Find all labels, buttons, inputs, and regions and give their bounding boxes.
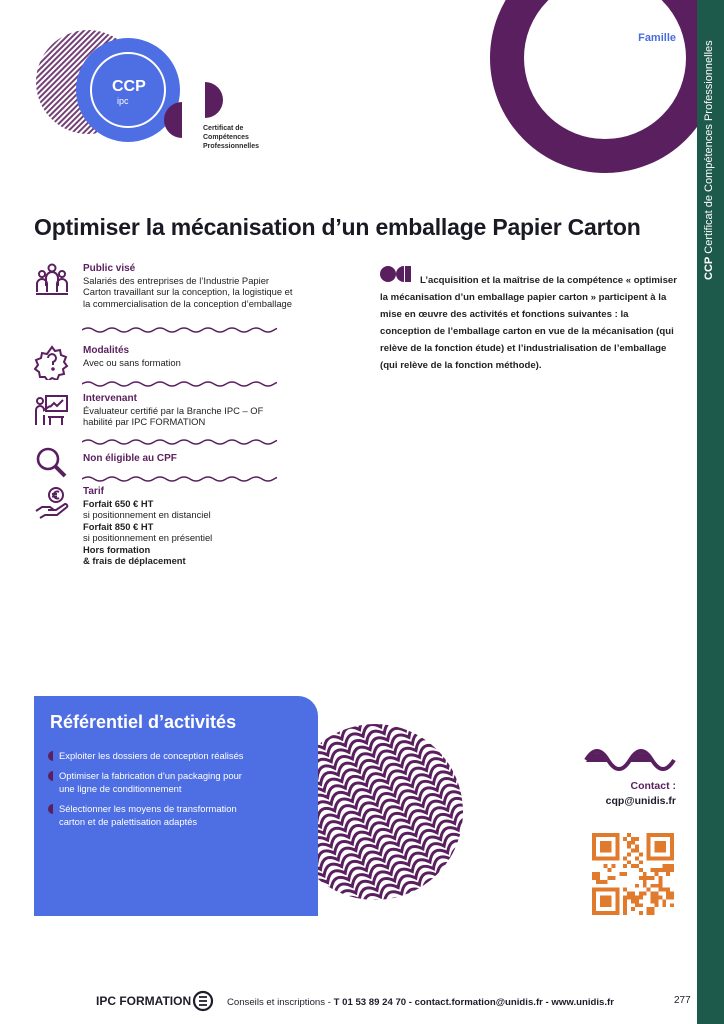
wave-divider — [82, 381, 277, 387]
gear-question-icon — [34, 344, 70, 380]
contact-email[interactable]: cqp@unidis.fr — [605, 795, 676, 807]
family-value: Matériau et produit — [567, 49, 676, 63]
contact-block — [606, 780, 676, 807]
public-body: Salariés des entreprises de l’Industrie Papier Carton travaillant sur la conception, la logistique et la commercialisation de la conception d’emballage — [83, 275, 293, 309]
half-circle-bullet-icon — [46, 771, 53, 781]
intervenant-body: Évaluateur certifié par la Branche IPC – OF habilité par IPC FORMATION — [83, 405, 264, 428]
footer-separator: - — [542, 997, 552, 1008]
page-number: 277 — [674, 995, 691, 1006]
tarif-distanciel-note: si positionnement en distanciel — [83, 509, 211, 521]
footer-separator: - — [406, 997, 415, 1008]
footer-brand: IPC FORMATION — [96, 994, 192, 1008]
referentiel-item-text: Exploiter les dossiers de conception réalisés — [59, 750, 244, 761]
half-circle-bullet-icon — [46, 804, 53, 814]
tarif-heading: Tarif — [83, 486, 104, 497]
footer — [96, 994, 614, 1008]
presenter-board-icon — [34, 392, 70, 428]
half-circle-bullet-icon — [46, 751, 53, 761]
referentiel-item-text: Sélectionner les moyens de transformation carton et de palettisation adaptés — [59, 803, 237, 827]
public-heading: Public visé — [83, 263, 136, 274]
page-title: Optimiser la mécanisation d’un emballage Papier Carton — [34, 214, 641, 240]
list-item — [59, 770, 259, 795]
modalites-body: Avec ou sans formation — [83, 357, 181, 368]
tarif-price-presentiel: Forfait 850 € HT — [83, 520, 154, 532]
wave-divider — [82, 476, 277, 482]
wave-divider — [82, 439, 277, 445]
list-item — [59, 750, 259, 762]
tarif-exclusion-2: & frais de déplacement — [83, 555, 186, 567]
footer-prefix: Conseils et inscriptions - — [226, 997, 334, 1008]
competence-text — [380, 272, 682, 374]
tarif-exclusion-1: Hors formation — [83, 543, 151, 555]
contact-circle-icon — [192, 990, 214, 1012]
tarif-price-distanciel: Forfait 650 € HT — [83, 498, 154, 509]
certificate-label: Certificat de Compétences Professionnelles — [203, 125, 260, 150]
modalites-heading: Modalités — [83, 345, 130, 356]
people-group-icon — [34, 262, 70, 298]
ccp-logo-text: CCP — [112, 78, 146, 95]
ipc-logo-text: ipc — [117, 96, 129, 106]
cpf-heading: Non éligible au CPF — [83, 453, 177, 464]
footer-phone: T 01 53 89 24 70 — [333, 997, 407, 1008]
magnifier-icon — [34, 445, 70, 481]
tarif-body — [83, 498, 293, 566]
euro-hand-icon — [34, 485, 70, 521]
intervenant-heading: Intervenant — [83, 393, 137, 404]
referentiel-title: Référentiel d’activités — [50, 712, 237, 732]
referentiel-item-text: Optimiser la fabrication d’un packaging pour une ligne de conditionnement — [59, 770, 242, 794]
family-label: Famille — [638, 32, 676, 44]
footer-site[interactable]: www.unidis.fr — [551, 997, 614, 1008]
contact-label: Contact : — [630, 780, 676, 792]
qr-code-icon[interactable] — [592, 832, 674, 916]
tarif-presentiel-note: si positionnement en présentiel — [83, 532, 213, 544]
footer-email[interactable]: contact.formation@unidis.fr — [414, 997, 543, 1008]
competence-text-body: L’acquisition et la maîtrise de la compétence « optimiser la mécanisation d’un emballage papier carton » participent à la mise en œuvre des activités et fonctions suivantes : la conception de l’emballage carton en vue de la mécanisation (qui relève de la fonction étude) et l’industrialisation de l’emballage (qui relève de la fonction méthode). — [380, 275, 677, 371]
referentiel-list — [59, 750, 259, 836]
family-block — [568, 32, 676, 63]
wave-divider — [82, 327, 277, 333]
list-item — [59, 803, 259, 828]
